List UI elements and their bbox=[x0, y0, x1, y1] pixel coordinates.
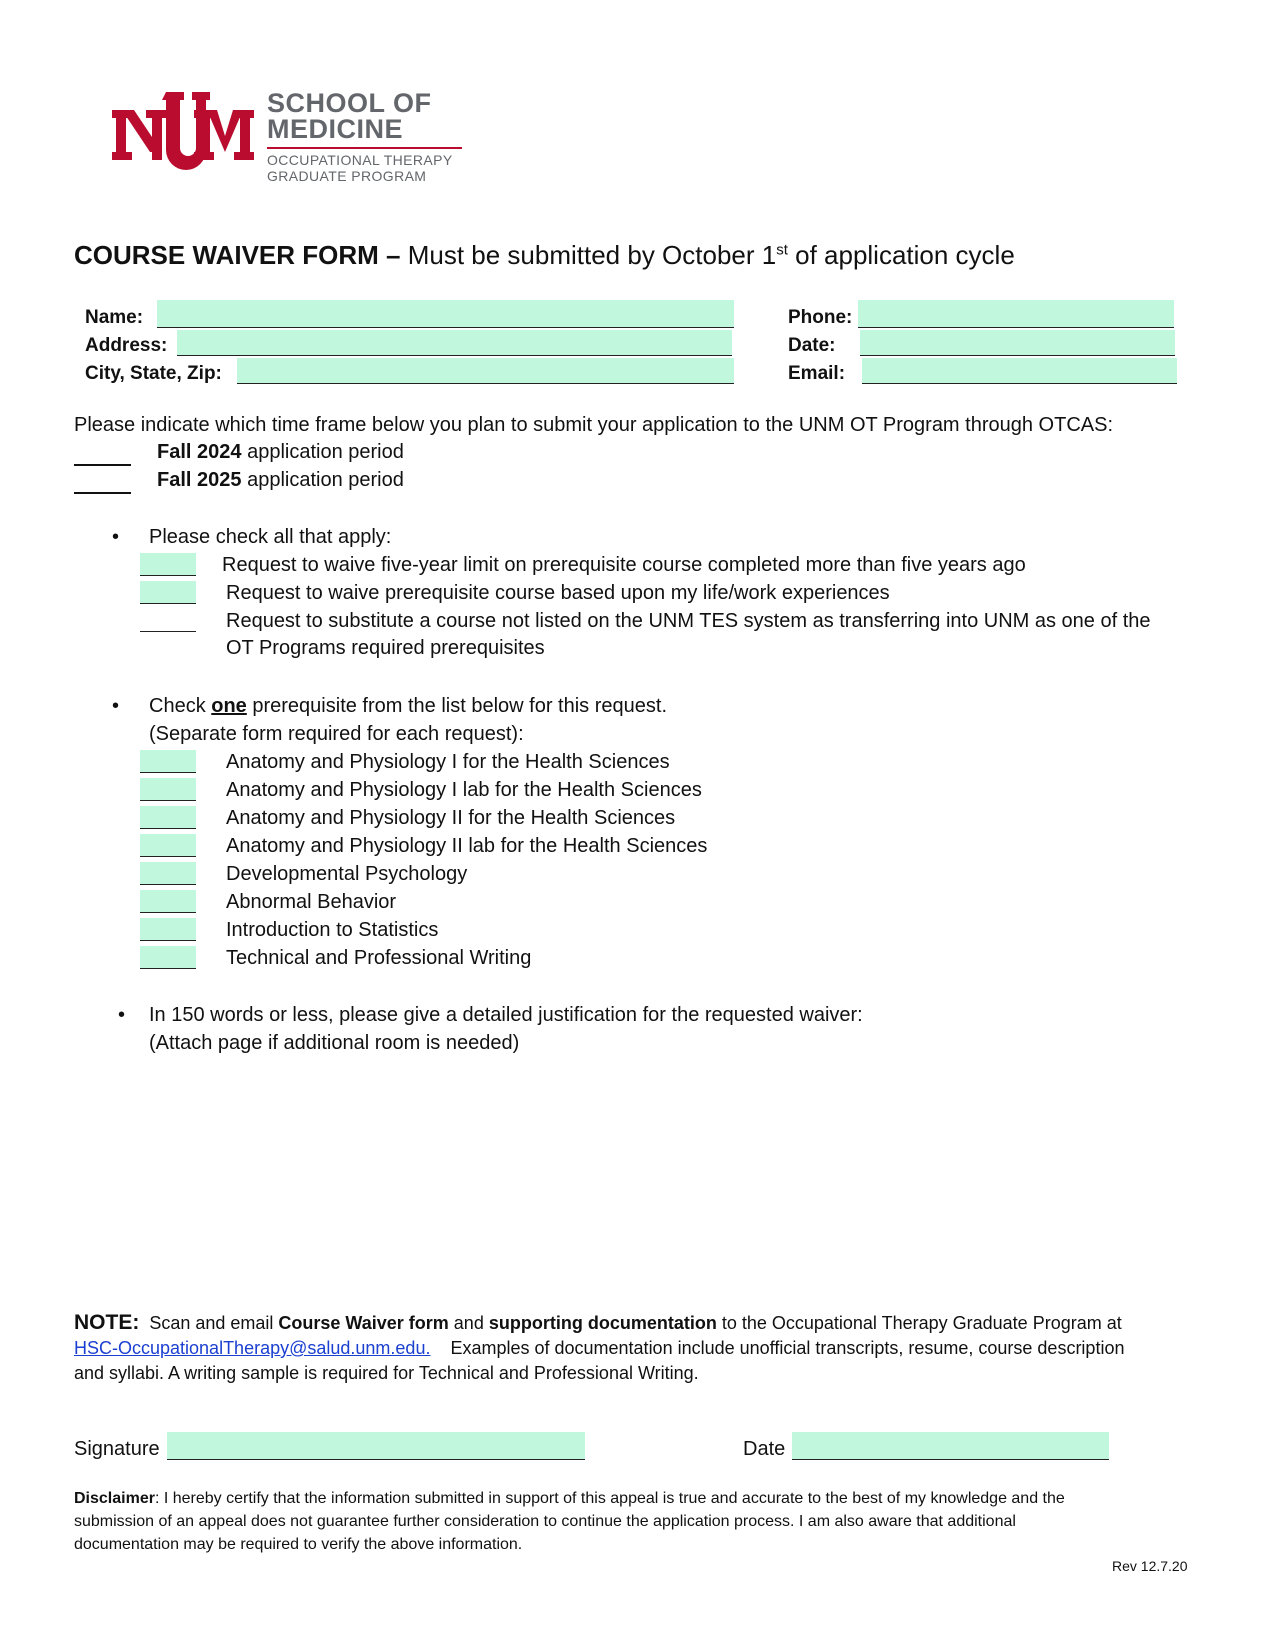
signature-date-field[interactable] bbox=[792, 1432, 1109, 1460]
prereq-heading-pre: Check bbox=[149, 695, 212, 717]
medicine-line: MEDICINE bbox=[267, 114, 404, 144]
prereq-item-label-7: Introduction to Statistics bbox=[226, 919, 439, 941]
program-line1: OCCUPATIONAL THERAPY bbox=[267, 152, 453, 168]
timeframe-2025-bold: Fall 2025 bbox=[157, 469, 242, 491]
signature-label: Signature bbox=[74, 1438, 160, 1460]
timeframe-2024-rest: application period bbox=[241, 441, 404, 463]
prereq-item-label-8: Technical and Professional Writing bbox=[226, 947, 532, 969]
justification-line2: (Attach page if additional room is needed) bbox=[149, 1032, 520, 1054]
title-rest-after: of application cycle bbox=[787, 240, 1015, 270]
disclaimer-text-1: : I hereby certify that the information submitted in support of this appeal is true and accurate to the best of my knowledge and the bbox=[154, 1490, 1065, 1507]
timeframe-prompt: Please indicate which time frame below you plan to submit your application to the UNM OT Program through OTCAS: bbox=[74, 414, 1113, 436]
apply-checkbox-2[interactable] bbox=[140, 581, 196, 604]
page-title bbox=[74, 240, 1015, 271]
prereq-heading-post: prerequisite from the list below for this request. bbox=[246, 695, 667, 717]
prereq-item-label-1: Anatomy and Physiology I for the Health Sciences bbox=[226, 751, 670, 773]
prereq-checkbox-3[interactable] bbox=[140, 806, 196, 829]
disclaimer bbox=[74, 1487, 1214, 1556]
prereq-checkbox-7[interactable] bbox=[140, 918, 196, 941]
email-label: Email: bbox=[788, 363, 846, 384]
apply-checkbox-1[interactable] bbox=[140, 553, 196, 576]
date-field[interactable] bbox=[860, 330, 1175, 356]
disclaimer-line3: documentation may be required to verify the above information. bbox=[74, 1536, 523, 1553]
justification-line1: In 150 words or less, please give a detailed justification for the requested waiver: bbox=[149, 1004, 863, 1026]
city-label: City, State, Zip: bbox=[85, 363, 222, 384]
unm-logo-icon bbox=[112, 92, 254, 187]
note-bold-1: Course Waiver form bbox=[278, 1313, 449, 1333]
phone-field[interactable] bbox=[858, 300, 1174, 328]
note-text-2: and bbox=[448, 1313, 489, 1333]
prereq-checkbox-4[interactable] bbox=[140, 834, 196, 857]
title-bold: COURSE WAIVER FORM – bbox=[74, 240, 401, 270]
apply-item-3-continued: OT Programs required prerequisites bbox=[226, 637, 545, 659]
prereq-item-label-3: Anatomy and Physiology II for the Health Sciences bbox=[226, 807, 676, 829]
name-label: Name: bbox=[85, 307, 144, 328]
prereq-checkbox-2[interactable] bbox=[140, 778, 196, 801]
address-label: Address: bbox=[85, 335, 168, 356]
city-state-zip-field[interactable] bbox=[237, 358, 734, 384]
address-field[interactable] bbox=[177, 330, 732, 356]
note-line1 bbox=[74, 1310, 1204, 1336]
timeframe-2025-rest: application period bbox=[241, 469, 404, 491]
bullet-justification: • bbox=[118, 1004, 126, 1026]
apply-item[interactable] bbox=[140, 553, 1200, 579]
prereq-item[interactable] bbox=[140, 778, 1200, 804]
apply-item[interactable] bbox=[140, 609, 1200, 635]
name-field[interactable] bbox=[157, 300, 734, 328]
prereq-item[interactable] bbox=[140, 946, 1200, 972]
disclaimer-label: Disclaimer bbox=[74, 1490, 155, 1507]
apply-checkbox-3[interactable] bbox=[140, 609, 196, 632]
timeframe-option-2024[interactable] bbox=[74, 441, 474, 467]
prereq-item-label-2: Anatomy and Physiology I lab for the Health Sciences bbox=[226, 779, 702, 801]
prereq-item-label-6: Abnormal Behavior bbox=[226, 891, 397, 913]
note-text-1: Scan and email bbox=[139, 1313, 279, 1333]
phone-label: Phone: bbox=[788, 307, 853, 328]
title-rest: Must be submitted by October 1 bbox=[400, 240, 777, 270]
note-text-4: Examples of documentation include unofficial transcripts, resume, course description bbox=[430, 1338, 1125, 1358]
note-bold-2: supporting documentation bbox=[488, 1313, 717, 1333]
prereq-item[interactable] bbox=[140, 750, 1200, 776]
note-line2 bbox=[74, 1336, 1204, 1361]
prereq-heading bbox=[149, 695, 667, 718]
note-label: NOTE: bbox=[74, 1311, 140, 1334]
signature-date-label: Date bbox=[743, 1438, 786, 1460]
disclaimer-line2: submission of an appeal does not guarantee further consideration to continue the application process. I am also aware that additional bbox=[74, 1513, 1016, 1530]
prereq-item-label-4: Anatomy and Physiology II lab for the Health Sciences bbox=[226, 835, 708, 857]
email-link[interactable]: HSC-OccupationalTherapy@salud.unm.edu. bbox=[74, 1338, 431, 1358]
prereq-subheading: (Separate form required for each request): bbox=[149, 723, 524, 745]
prereq-checkbox-6[interactable] bbox=[140, 890, 196, 913]
date-label: Date: bbox=[788, 335, 836, 356]
bullet-apply: • bbox=[112, 526, 120, 548]
prereq-item-label-5: Developmental Psychology bbox=[226, 863, 468, 885]
apply-item-label-2: Request to waive prerequisite course based upon my life/work experiences bbox=[226, 582, 890, 604]
prereq-item[interactable] bbox=[140, 918, 1200, 944]
prereq-checkbox-1[interactable] bbox=[140, 750, 196, 773]
signature-field[interactable] bbox=[167, 1432, 585, 1460]
timeframe-blank-2025[interactable] bbox=[74, 469, 131, 494]
program-line2: GRADUATE PROGRAM bbox=[267, 168, 427, 184]
prereq-item[interactable] bbox=[140, 890, 1200, 916]
apply-heading: Please check all that apply: bbox=[149, 526, 392, 548]
justification-area[interactable] bbox=[149, 1062, 1189, 1302]
prereq-heading-one: one bbox=[211, 695, 247, 717]
note-paragraph bbox=[74, 1310, 1204, 1386]
school-of-line: SCHOOL OF bbox=[267, 88, 432, 118]
prereq-item[interactable] bbox=[140, 806, 1200, 832]
bullet-prereq: • bbox=[112, 695, 120, 717]
apply-item-label-3: Request to substitute a course not listed on the UNM TES system as transferring into UNM as one of the bbox=[226, 610, 1151, 632]
email-field[interactable] bbox=[862, 358, 1177, 384]
unm-logo bbox=[112, 92, 254, 187]
prereq-item[interactable] bbox=[140, 834, 1200, 860]
disclaimer-line1 bbox=[74, 1487, 1214, 1510]
header-divider bbox=[267, 147, 462, 149]
note-text-3: to the Occupational Therapy Graduate Program at bbox=[716, 1313, 1122, 1333]
timeframe-blank-2024[interactable] bbox=[74, 441, 131, 466]
revision-label: Rev 12.7.20 bbox=[1112, 1558, 1188, 1574]
title-sup: st bbox=[776, 241, 788, 259]
prereq-checkbox-8[interactable] bbox=[140, 946, 196, 969]
prereq-item[interactable] bbox=[140, 862, 1200, 888]
apply-item[interactable] bbox=[140, 581, 1200, 607]
note-line3: and syllabi. A writing sample is required for Technical and Professional Writing. bbox=[74, 1363, 699, 1383]
timeframe-option-2025[interactable] bbox=[74, 469, 474, 495]
timeframe-2024-bold: Fall 2024 bbox=[157, 441, 242, 463]
apply-item-label-1: Request to waive five-year limit on prerequisite course completed more than five years ago bbox=[222, 554, 1026, 576]
prereq-checkbox-5[interactable] bbox=[140, 862, 196, 885]
